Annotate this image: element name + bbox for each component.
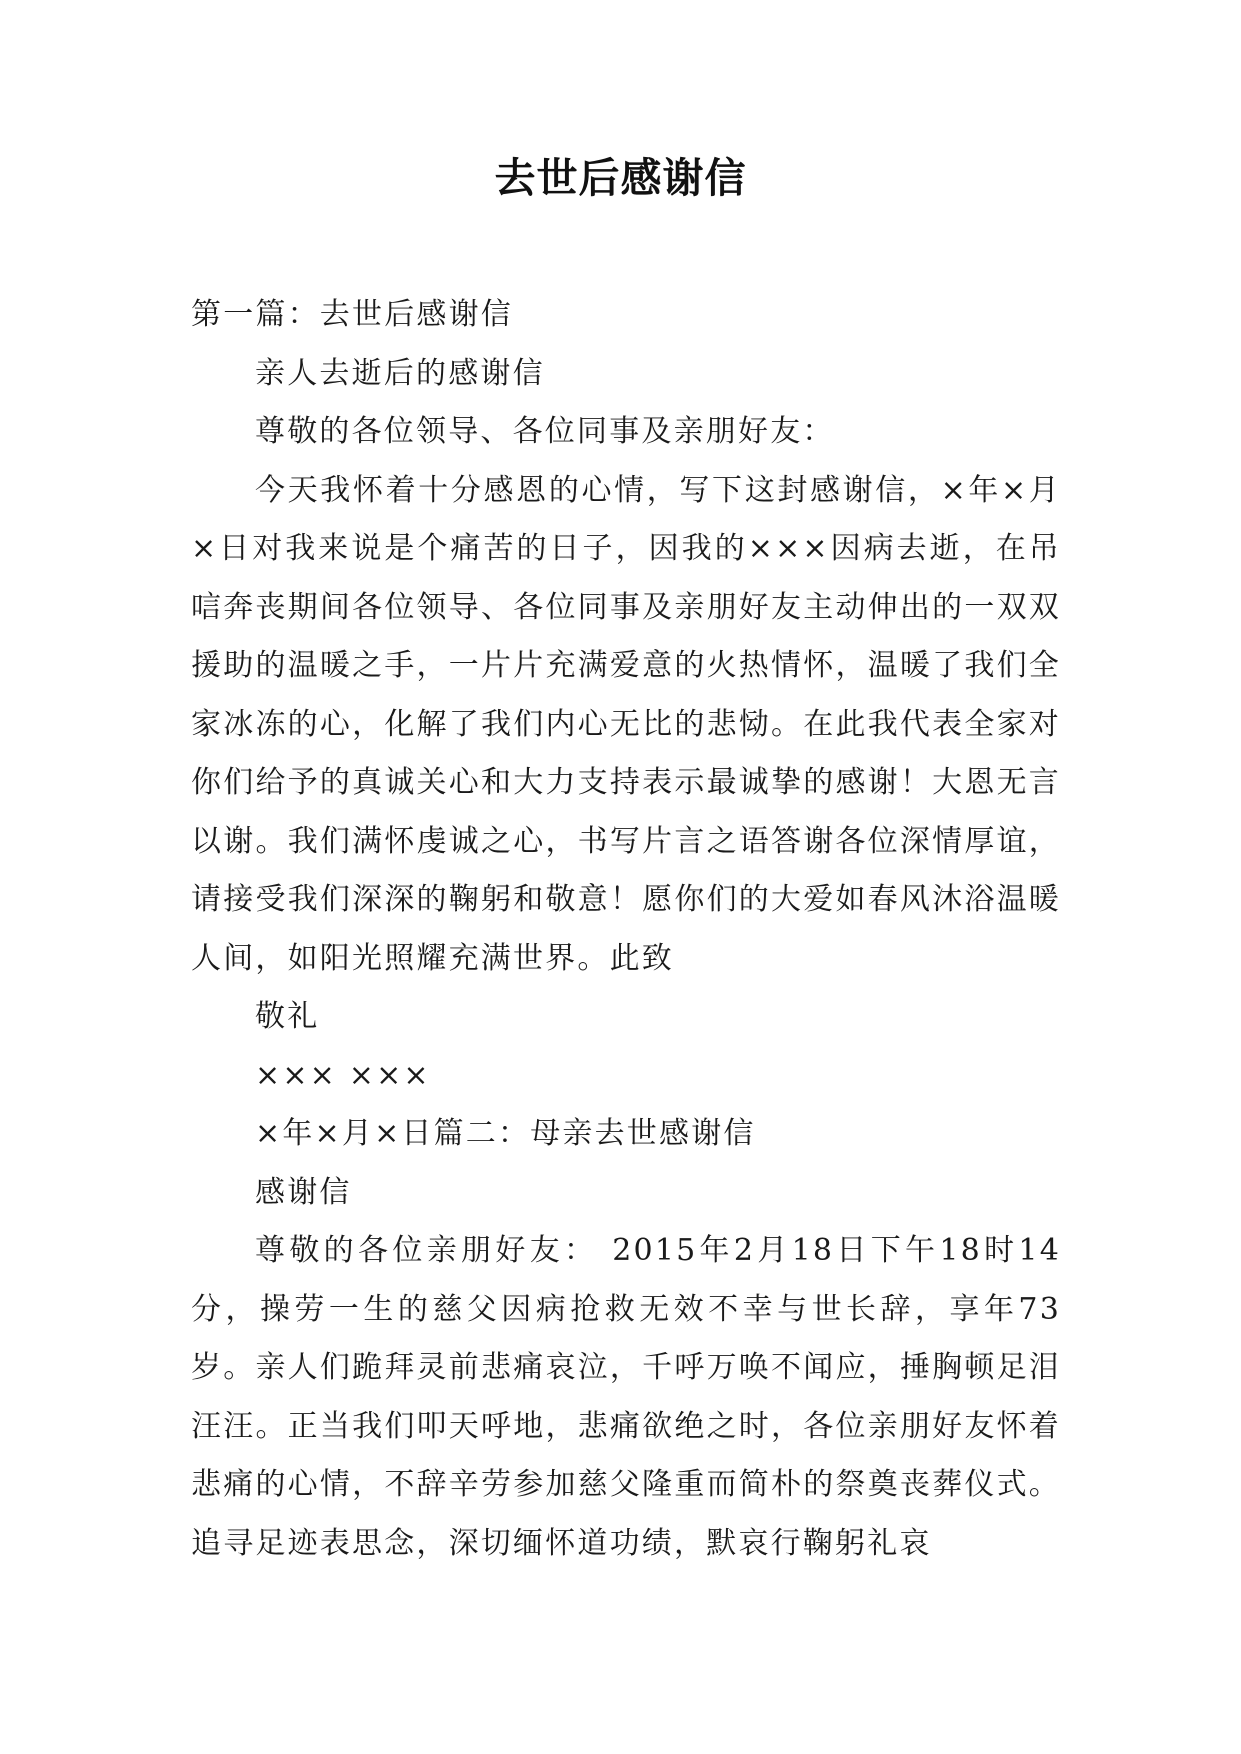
paragraph-letter-body: 今天我怀着十分感恩的心情，写下这封感谢信，×年×月×日对我来说是个痛苦的日子，因我的×××因病去逝，在吊唁奔丧期间各位领导、各位同事及亲朋好友主动伸出的一双双援助的温暖之手，一片片充满爱意的火热情怀，温暖了我们全家冰冻的心，化解了我们内心无比的悲恸。在此我代表全家对你们给予的真诚关心和大力支持表示最诚挚的感谢！大恩无言以谢。我们满怀虔诚之心，书写片言之语答谢各位深情厚谊，请接受我们深深的鞠躬和敬意！愿你们的大爱如春风沐浴温暖人间，如阳光照耀充满世界。此致 [191,472,1061,976]
paragraph-salutation: 尊敬的各位领导、各位同事及亲朋好友： [255,414,835,449]
document-body [191,286,1061,1573]
paragraph-letter-title-two: 感谢信 [255,1174,352,1210]
paragraph-letter-title: 亲人去逝后的感谢信 [255,355,545,391]
paragraph-date-and-part-two: ×年×月×日篇二：母亲去世感谢信 [255,1116,756,1151]
document-title: 去世后感谢信 [494,154,747,202]
paragraph-signature: ××× ××× [255,1057,431,1093]
paragraph-heading-part-one: 第一篇：去世后感谢信 [191,297,513,332]
paragraph-letter-body-two: 尊敬的各位亲朋好友： 2015年2月18日下午18时14分，操劳一生的慈父因病抢救无效不幸与世长辞，享年73岁。亲人们跪拜灵前悲痛哀泣，千呼万唤不闻应，捶胸顿足泪汪汪。正当我们叩天呼地，悲痛欲绝之时，各位亲朋好友怀着悲痛的心情，不辞辛劳参加慈父隆重而简朴的祭奠丧葬仪式。追寻足迹表思念，深切缅怀道功绩，默哀行鞠躬礼哀 [191,1233,1061,1561]
paragraph-closing: 敬礼 [255,999,320,1034]
